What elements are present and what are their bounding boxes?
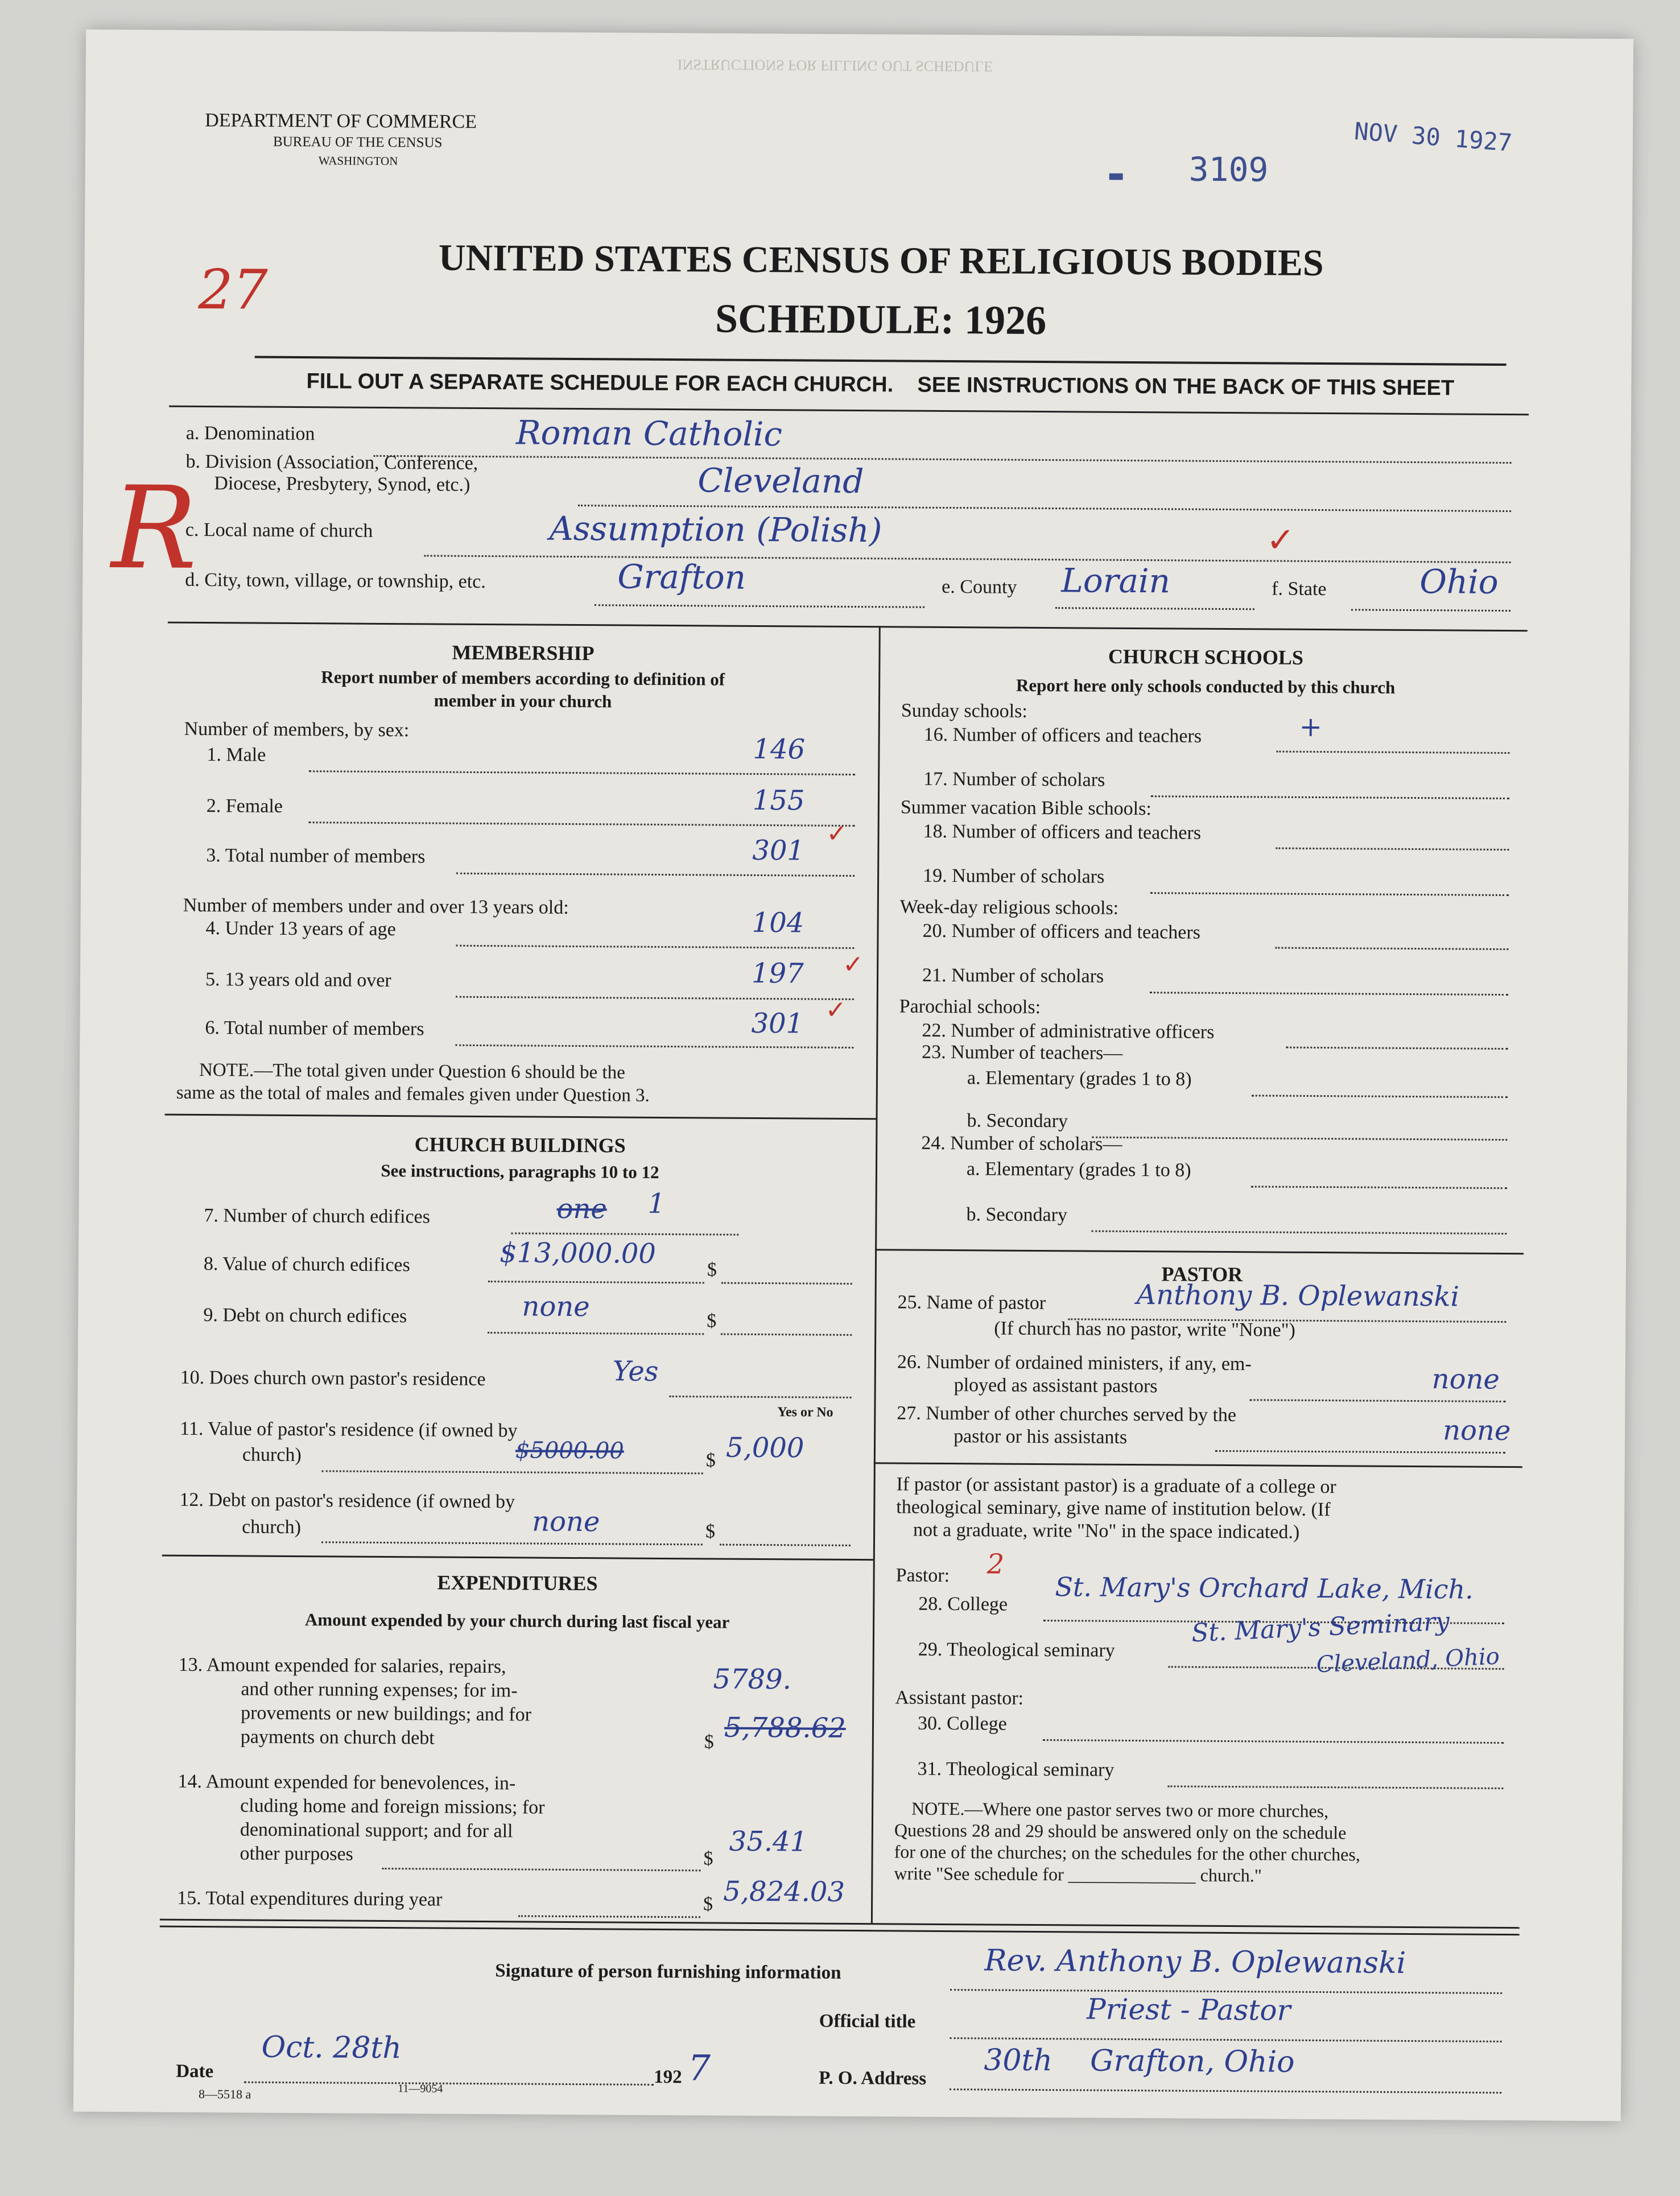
- college-value[interactable]: St. Mary's Orchard Lake, Mich.: [1055, 1571, 1473, 1605]
- seminary-value-2[interactable]: Cleveland, Ohio: [1315, 1643, 1500, 1678]
- q18-label: 18. Number of officers and teachers: [923, 820, 1202, 844]
- official-title-label: Official title: [819, 2011, 916, 2032]
- q17-label: 17. Number of scholars: [923, 768, 1105, 791]
- edifice-debt-label: 9. Debt on church edifices: [203, 1305, 407, 1327]
- dollar-sign: $: [705, 1450, 716, 1471]
- edifice-value-line: [488, 1281, 704, 1283]
- residence-value-value[interactable]: 5,000: [725, 1431, 804, 1464]
- q24b-label: b. Secondary: [966, 1204, 1068, 1226]
- stamp-number: 3109: [1188, 150, 1269, 189]
- parochial-schools-label: Parochial schools:: [899, 996, 1041, 1018]
- q13-line-1: 13. Amount expended for salaries, repairs,: [178, 1654, 506, 1678]
- under-13-label: 4. Under 13 years of age: [205, 918, 396, 940]
- dollar-sign: $: [707, 1259, 717, 1281]
- q24a-line: [1251, 1186, 1507, 1189]
- graduate-note-2: theological seminary, give name of institution below. (If: [896, 1496, 1331, 1521]
- edifice-debt-line: [488, 1332, 704, 1335]
- dollar-sign: $: [707, 1310, 717, 1332]
- q13-line-2: and other running expenses; for im-: [241, 1678, 518, 1702]
- owns-residence-value[interactable]: Yes: [612, 1355, 659, 1388]
- expenditures-sub: Amount expended by your church during last fiscal year: [304, 1609, 730, 1632]
- pastor-heading: PASTOR: [1161, 1262, 1243, 1286]
- q14-line-1: 14. Amount expended for benevolences, in-: [178, 1770, 516, 1794]
- division-label-2: Diocese, Presbytery, Synod, etc.): [214, 473, 470, 496]
- q26-line: [1250, 1399, 1506, 1402]
- po-address-label: P. O. Address: [819, 2067, 927, 2089]
- state-value[interactable]: Ohio: [1419, 562, 1499, 601]
- banner-rule: [169, 406, 1529, 416]
- weekday-schools-label: Week-day religious schools:: [899, 896, 1119, 919]
- church-name-value[interactable]: Assumption (Polish): [549, 509, 882, 550]
- assistant-seminary-line: [1167, 1785, 1503, 1789]
- department-name: DEPARTMENT OF COMMERCE: [205, 110, 477, 133]
- signature-value[interactable]: Rev. Anthony B. Oplewanski: [984, 1943, 1406, 1980]
- total-members-line-6: [455, 1045, 853, 1049]
- check-mark: ✓: [825, 995, 847, 1025]
- q16-line: [1276, 751, 1509, 754]
- membership-note-1: NOTE.—The total given under Question 6 should be the: [199, 1059, 625, 1083]
- county-label: e. County: [942, 576, 1017, 598]
- q15-line: [518, 1915, 700, 1918]
- edifices-label: 7. Number of church edifices: [204, 1205, 431, 1228]
- census-schedule-form: [73, 30, 1633, 2121]
- schedule-title: SCHEDULE: 1926: [715, 295, 1047, 344]
- pastor-note-3: for one of the churches; on the schedules for the other churches,: [894, 1841, 1361, 1865]
- q24b-line: [1091, 1231, 1506, 1235]
- female-value[interactable]: 155: [752, 784, 805, 817]
- membership-intro-2: member in your church: [434, 690, 612, 712]
- edifice-debt-value[interactable]: none: [522, 1290, 590, 1323]
- dollar-sign: $: [703, 1848, 713, 1869]
- female-line: [309, 822, 855, 827]
- q14-line: [382, 1868, 700, 1871]
- edifices-line: [511, 1232, 738, 1235]
- under-13-value[interactable]: 104: [752, 906, 804, 939]
- check-mark: ✓: [1266, 520, 1295, 560]
- by-age-label: Number of members under and over 13 years old:: [183, 894, 569, 918]
- q19-label: 19. Number of scholars: [923, 865, 1105, 888]
- male-label: 1. Male: [207, 744, 266, 766]
- bureau-name: BUREAU OF THE CENSUS: [273, 134, 443, 151]
- q13-value[interactable]: 5789.: [713, 1663, 792, 1696]
- by-sex-label: Number of members, by sex:: [184, 718, 410, 741]
- q23a-line: [1252, 1095, 1508, 1098]
- q21-label: 21. Number of scholars: [922, 964, 1104, 987]
- q14-line-2: cluding home and foreign missions; for: [240, 1795, 545, 1818]
- po-address-line: [950, 2088, 1501, 2094]
- division-label-1: b. Division (Association, Conference,: [185, 451, 478, 474]
- header-rule: [255, 356, 1506, 366]
- official-title-line: [950, 2037, 1502, 2042]
- edifice-value-label: 8. Value of church edifices: [203, 1253, 410, 1276]
- q22-label: 22. Number of administrative officers: [922, 1019, 1215, 1043]
- q20-line: [1275, 947, 1508, 951]
- schools-rule: [875, 1249, 1524, 1254]
- q27-label-2: pastor or his assistants: [953, 1426, 1128, 1448]
- check-mark: ✓: [826, 819, 848, 848]
- q21-line: [1150, 992, 1508, 996]
- denomination-value[interactable]: Roman Catholic: [515, 413, 783, 454]
- date-line: [244, 2081, 654, 2085]
- edifices-value[interactable]: 1: [647, 1187, 666, 1220]
- seminary-label: 29. Theological seminary: [918, 1638, 1115, 1661]
- total-members-value-6[interactable]: 301: [751, 1007, 804, 1040]
- q19-line: [1150, 892, 1509, 896]
- q16-value[interactable]: +: [1299, 711, 1323, 744]
- pastor-name-value[interactable]: Anthony B. Oplewanski: [1136, 1279, 1460, 1313]
- county-value[interactable]: Lorain: [1061, 561, 1171, 601]
- edifices-crossed-value: one: [556, 1192, 607, 1225]
- church-name-line: [424, 555, 1511, 563]
- residence-debt-label-1: 12. Debt on pastor's residence (if owned by: [179, 1489, 515, 1513]
- q27-line: [1215, 1450, 1505, 1454]
- residence-crossed-value: $5000.00: [515, 1437, 624, 1464]
- q14-value[interactable]: 35.41: [729, 1825, 808, 1858]
- expenditures-heading: EXPENDITURES: [437, 1571, 598, 1595]
- church-name-label: c. Local name of church: [185, 519, 373, 542]
- q26-label-1: 26. Number of ordained ministers, if any, em-: [897, 1351, 1252, 1375]
- q27-label-1: 27. Number of other churches served by the: [897, 1402, 1237, 1426]
- total-members-line-3: [456, 873, 855, 877]
- female-label: 2. Female: [206, 795, 283, 817]
- q14-line-3: denominational support; and for all: [240, 1819, 513, 1842]
- residence-debt-label-2: church): [242, 1516, 302, 1538]
- received-date-stamp: NOV 30 1927: [1353, 117, 1513, 157]
- pastor-note-4: write "See schedule for ______________ church.": [894, 1863, 1262, 1886]
- no-pastor-hint: (If church has no pastor, write "None"): [994, 1318, 1295, 1341]
- year-handwritten[interactable]: 7: [688, 2047, 711, 2089]
- q17-line: [1151, 795, 1509, 799]
- county-line: [1055, 607, 1254, 610]
- male-value[interactable]: 146: [753, 733, 806, 766]
- membership-intro-1: Report number of members according to definition of: [321, 667, 725, 690]
- total-members-value-3[interactable]: 301: [752, 834, 805, 867]
- q16-label: 16. Number of officers and teachers: [923, 724, 1202, 747]
- pastor-sub-label: Pastor:: [895, 1565, 950, 1587]
- edifice-value-value[interactable]: $13,000.00: [499, 1237, 657, 1270]
- over-13-line: [456, 996, 854, 1000]
- graduate-note-1: If pastor (or assistant pastor) is a graduate of a college or: [896, 1473, 1336, 1498]
- q22-line: [1286, 1047, 1508, 1050]
- q23b-line: [1092, 1137, 1507, 1141]
- sunday-schools-label: Sunday schools:: [901, 700, 1027, 722]
- city-value[interactable]: Grafton: [617, 557, 746, 597]
- vacation-schools-label: Summer vacation Bible schools:: [900, 796, 1151, 820]
- pastor-mark: 2: [986, 1548, 1005, 1580]
- po-address-value[interactable]: 30th Grafton, Ohio: [984, 2043, 1295, 2079]
- dollar-sign: $: [703, 1893, 713, 1915]
- pastor-note-2: Questions 28 and 29 should be answered only on the schedule: [894, 1819, 1347, 1843]
- yes-no-hint: Yes or No: [777, 1405, 833, 1420]
- assistant-seminary-label: 31. Theological seminary: [917, 1758, 1115, 1781]
- print-number: 11—9054: [398, 2082, 443, 2095]
- stamp-dash: ▬: [1109, 162, 1123, 188]
- q13-line-4: payments on church debt: [240, 1726, 435, 1749]
- state-line: [1351, 609, 1510, 612]
- buildings-sub: See instructions, paragraphs 10 to 12: [381, 1160, 659, 1182]
- year-printed: 192: [654, 2066, 682, 2088]
- date-label: Date: [176, 2061, 214, 2082]
- q24-label: 24. Number of scholars—: [921, 1132, 1122, 1155]
- division-value[interactable]: Cleveland: [697, 461, 864, 501]
- q24a-label: a. Elementary (grades 1 to 8): [966, 1158, 1191, 1181]
- q13-line-3: provements or new buildings; and for: [241, 1702, 532, 1726]
- assistant-college-label: 30. College: [917, 1712, 1007, 1735]
- q15-label: 15. Total expenditures during year: [177, 1887, 443, 1910]
- denomination-line: [374, 455, 1512, 464]
- assistant-college-line: [1043, 1739, 1504, 1744]
- under-13-line: [456, 945, 854, 949]
- city-line: [595, 604, 924, 608]
- over-13-value[interactable]: 197: [751, 957, 804, 990]
- q23-label: 23. Number of teachers—: [922, 1041, 1123, 1064]
- city-name: WASHINGTON: [318, 154, 398, 168]
- dollar-sign: $: [704, 1731, 714, 1753]
- residence-value-line: [322, 1470, 703, 1474]
- state-label: f. State: [1272, 578, 1327, 600]
- q18-line: [1276, 848, 1509, 851]
- total-members-label-3: 3. Total number of members: [206, 845, 426, 868]
- buildings-rule: [162, 1555, 873, 1561]
- schools-heading: CHURCH SCHOOLS: [1108, 645, 1304, 669]
- graduate-note-3: not a graduate, write "No" in the space indicated.): [913, 1519, 1300, 1543]
- q23a-label: a. Elementary (grades 1 to 8): [967, 1067, 1192, 1090]
- residence-value-label-2: church): [242, 1444, 302, 1466]
- identification-rule: [168, 622, 1528, 632]
- date-value[interactable]: Oct. 28th: [261, 2030, 402, 2066]
- membership-note-2: same as the total of males and females given under Question 3.: [176, 1082, 650, 1106]
- dollar-sign: $: [705, 1521, 716, 1542]
- pastor-name-label: 25. Name of pastor: [897, 1291, 1046, 1314]
- red-annotation-number: 27: [198, 257, 268, 322]
- q13-crossed-value: 5,788.62: [724, 1711, 846, 1744]
- male-line: [309, 770, 855, 775]
- residence-debt-value[interactable]: none: [532, 1505, 600, 1538]
- column-divider: [871, 626, 881, 1923]
- pastor-rule: [874, 1462, 1522, 1468]
- form-title: UNITED STATES CENSUS OF RELIGIOUS BODIES: [438, 237, 1324, 284]
- form-number: 8—5518 a: [198, 2087, 251, 2102]
- over-13-label: 5. 13 years old and over: [205, 969, 391, 992]
- membership-heading: MEMBERSHIP: [452, 641, 595, 665]
- q20-label: 20. Number of officers and teachers: [922, 920, 1201, 943]
- q14-line-4: other purposes: [240, 1843, 353, 1865]
- q15-value[interactable]: 5,824.03: [723, 1875, 845, 1908]
- schools-sub: Report here only schools conducted by this church: [1016, 675, 1396, 697]
- red-annotation-letter: R: [111, 462, 198, 595]
- q26-value[interactable]: none: [1431, 1363, 1500, 1396]
- owns-residence-line: [670, 1396, 852, 1398]
- owns-residence-label: 10. Does church own pastor's residence: [180, 1367, 486, 1390]
- denomination-label: a. Denomination: [185, 422, 315, 445]
- signature-label: Signature of person furnishing information: [495, 1960, 841, 1983]
- official-title-value[interactable]: Priest - Pastor: [1086, 1992, 1291, 2027]
- city-label: d. City, town, village, or township, etc.: [185, 569, 486, 593]
- q23b-label: b. Secondary: [967, 1110, 1068, 1132]
- residence-value-label-1: 11. Value of pastor's residence (if owned by: [180, 1418, 518, 1442]
- check-mark: ✓: [843, 950, 864, 980]
- membership-rule: [165, 1114, 876, 1120]
- edifice-value-line-2: [721, 1282, 852, 1285]
- pastor-note-1: NOTE.—Where one pastor serves two or more churches,: [911, 1798, 1329, 1822]
- college-label: 28. College: [918, 1593, 1008, 1615]
- q26-label-2: ployed as assistant pastors: [953, 1374, 1158, 1397]
- assistant-pastor-label: Assistant pastor:: [895, 1687, 1024, 1709]
- residence-debt-line-2: [720, 1544, 851, 1546]
- q27-value[interactable]: none: [1443, 1414, 1511, 1447]
- total-members-label-6: 6. Total number of members: [205, 1017, 424, 1040]
- buildings-heading: CHURCH BUILDINGS: [414, 1133, 626, 1157]
- edifice-debt-line-2: [721, 1334, 852, 1336]
- bleed-through-text: INSTRUCTIONS FOR FILLING OUT SCHEDULE: [677, 56, 993, 75]
- instructions-banner: FILL OUT A SEPARATE SCHEDULE FOR EACH CHURCH. SEE INSTRUCTIONS ON THE BACK OF THIS SHEET: [306, 369, 1455, 401]
- residence-debt-line: [321, 1541, 703, 1545]
- seminary-value-1[interactable]: St. Mary's Seminary: [1191, 1607, 1451, 1648]
